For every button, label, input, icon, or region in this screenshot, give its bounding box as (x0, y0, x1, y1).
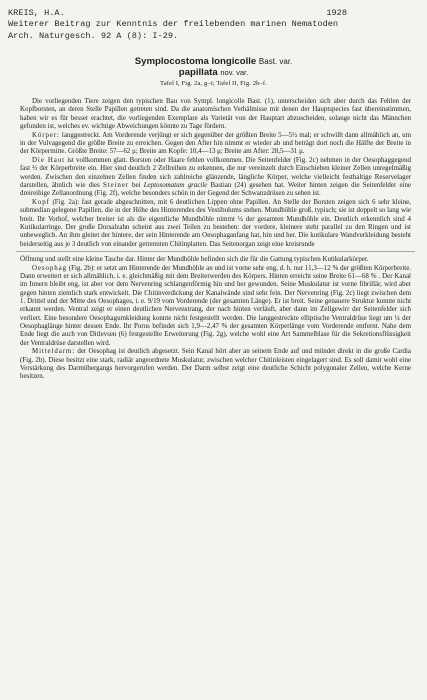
article-heading (20, 56, 407, 87)
article-body (20, 97, 411, 381)
section-lead-mitteldarm: Mitteldarm: (32, 347, 76, 356)
section-lead-koerper: Körper: (32, 130, 60, 139)
paragraph-intro: Die vorliegenden Tiere zeigen den typischen Bau von Sympl. longicolle Bast. (1), unterscheiden sich aber durch das Fehlen der Kopfborsten, an deren Stelle Papillen getreten sind. Da die anatomischen Verhältnisse mit denen der Hauptspecies fast übereinstimmen, haben wir es für besser erachtet, die vorliegenden Exemplare als Varietät von der Hauptart abzuscheiden, solange nicht das Männchen gefunden ist, welches ev. wichtige Abweichungen könnte zu Tage fördern. (20, 97, 411, 130)
reference-author: KREIS, H.A. (8, 8, 65, 18)
paragraph-koerper: Körper: langgestreckt. Am Vorderende verjüngt er sich gegenüber der größten Breite 5—5½ mal; er schwillt dann allmählich an, um in der Vulvagegend die größte Breite zu erreichen. Gegen den After hin nimmt er wieder ab und beträgt dort noch die Hälfte der Breite in der Körpermitte. Größte Breite: 57—62 μ; Breite am Kopfe: 10,4—13 μ; Breite am After: 28,5—31 μ. (20, 130, 411, 156)
paragraph-haut: Die Haut ist vollkommen glatt. Borsten oder Haare fehlen vollkommen. Die Seitenfelder (Fig. 2c) nehmen in der Oesophaggegend fast ⅔ der Körperbreite ein. Hier sind deutlich 2 Zellreihen zu erkennen, die nur vereinzelt durch Einschieben kleiner Zellen unregelmäßig werden. Zwischen den einzelnen Zellen finden sich zahlreiche glänzende, längliche Körper, welche vielleicht festhaltige Reservelager darstellen, ähnlich wie dies Steiner bei Leptosomatum gracile Bastian (24) gesehen hat. Weiter hinten zeigen die Seitenfelder eine dreireihige Zellanordnung (Fig. 2f), welche besonders schön in der Gegend der Schwanzdrüsen zu sehen ist. (20, 156, 412, 198)
species-title (20, 56, 407, 67)
reference-journal: Arch. Naturgesch. 92 A (8): I-29. (8, 30, 179, 41)
typed-reference-header (8, 8, 417, 42)
author-name: Steiner (102, 181, 129, 190)
species-reference: Leptosomatum gracile (143, 181, 208, 190)
reference-title: Weiterer Beitrag zur Kenntnis der freilebenden marinen Nematoden (8, 19, 339, 30)
species-author: Bast. var. (258, 57, 293, 66)
page-seam (16, 251, 415, 252)
section-lead-haut: Die Haut (32, 156, 65, 165)
variety-title (20, 67, 407, 78)
paragraph-oesophag: Oesophag (Fig. 2b): er setzt am Hinterende der Mundhöhle an und ist vorne sehr eng, d. h. nur 11,3—12 % der größten Körperbreite. Dann erweitert er sich allmählich, i. e. gleichmäßig mit dem Breiterwerden des Körpers. Hinten erreicht seine Breite 61—68 % . Der Kanal im Innern bleibt eng, ist aber vor dem Nervenring schlangenförmig hin und her gewunden. Seine Muskulatur ist vorne fibrillär, wird aber gegen hinten ziemlich stark entwickelt. Die Chitinverdickung der Kanalwände sind sehr fein. Der Nervenring (Fig. 2c) liegt zwischen dem 1. Drittel und der Mitte des Oesophages, i. e. 9/19 vom Vorderende (der gesamten Länge). Er ist breit. Seine genauere Struktur konnte nicht erkannt werden. Ventral zeigt er einen deutlichen Nervenstrang, der nach hinten verläuft, aber dann im Zellgewirr der Seitenfelder sich verliert. Eine besondere Oesophagumkleidung konnte nicht festgestellt werden. Die langgestreckte elliptische Ventraldrüse liegt um ¼ der Oesophaglänge hinter dessen Ende. Ihr Porus befindet sich 1,9—2,47 % der gesamten Körperlänge vom Vorderende entfernt. Nahe dem Ende liegt die auch von Ditlevsen (6) festgestellte Erweiterung (Fig. 2g), welche wohl eine Art Sammelblase für die Sekretionsflüssigkeit der Ventraldrüse darstellen wird. (20, 263, 412, 347)
paragraph-kopf: Kopf (Fig. 2a): fast gerade abgeschnitten, mit 6 deutlichen Lippen ohne Papillen. An Stelle der Borsten zeigen sich 6 sehr kleine, submedian gelegene Papillen, die in der Höhe des Hinterendes des Vestibulums stehen. Mundhöhle groß, typisch; sie ist doppelt so lang wie breit. Ihr Vorhof, welcher breiter ist als die eigentliche Mundhöhle nimmt ¼ der gesamten Mundhöhle ein. Deutlich erkennlich sind 4 Kutikularringe. Der große Dorsalzahn scheint aus zwei Teilen zu bestehen: der vordere, kleinere steht parallel zu den Ringen und ist unbeweglich. An ihm gleitet der hintere, der sein Hinterende am Oesophaganfang hat, hin und her. Die kutikulare Wandverkleidung besteht beiderseitig aus je 3 deutlich von einander getrennten Chitinplatten. Das Seitenorgan zeigt eine kreisrunde (20, 198, 411, 248)
paragraph-kopf-continued: Öffnung und stellt eine kleine Tasche dar. Hinter der Mundhöhle befinden sich die für die Gattung typischen Kutikularkörper. (20, 255, 369, 264)
variety-suffix: nov. var. (220, 68, 249, 77)
section-lead-kopf: Kopf (32, 198, 50, 207)
species-name: Symplocostoma longicolle (134, 56, 257, 67)
reference-year: 1928 (326, 8, 347, 18)
paragraph-mitteldarm: Mitteldarm: der Oesophag ist deutlich abgesetzt. Sein Kanal hört aber an seinem Ende auf und mündet direkt in die große Cardia (Fig. 2b). Diese besitzt eine stark, radiär angeordnete Muskulatur, zwischen welcher Chitinleisten eingelagert sind. Es soll damit wohl eine Verstärkung des Darmübergangs hervorgerufen werden. Der Darm selbst zeigt eine deutliche Schicht polygonaler Zellen, welche Kerne besitzen. (20, 347, 411, 381)
plate-reference: Tafel I, Fig. 2a, g–i; Tafel II, Fig. 2b–f. (160, 80, 267, 87)
variety-name: papillata (178, 67, 218, 78)
section-lead-oesophag: Oesophag (32, 263, 67, 272)
